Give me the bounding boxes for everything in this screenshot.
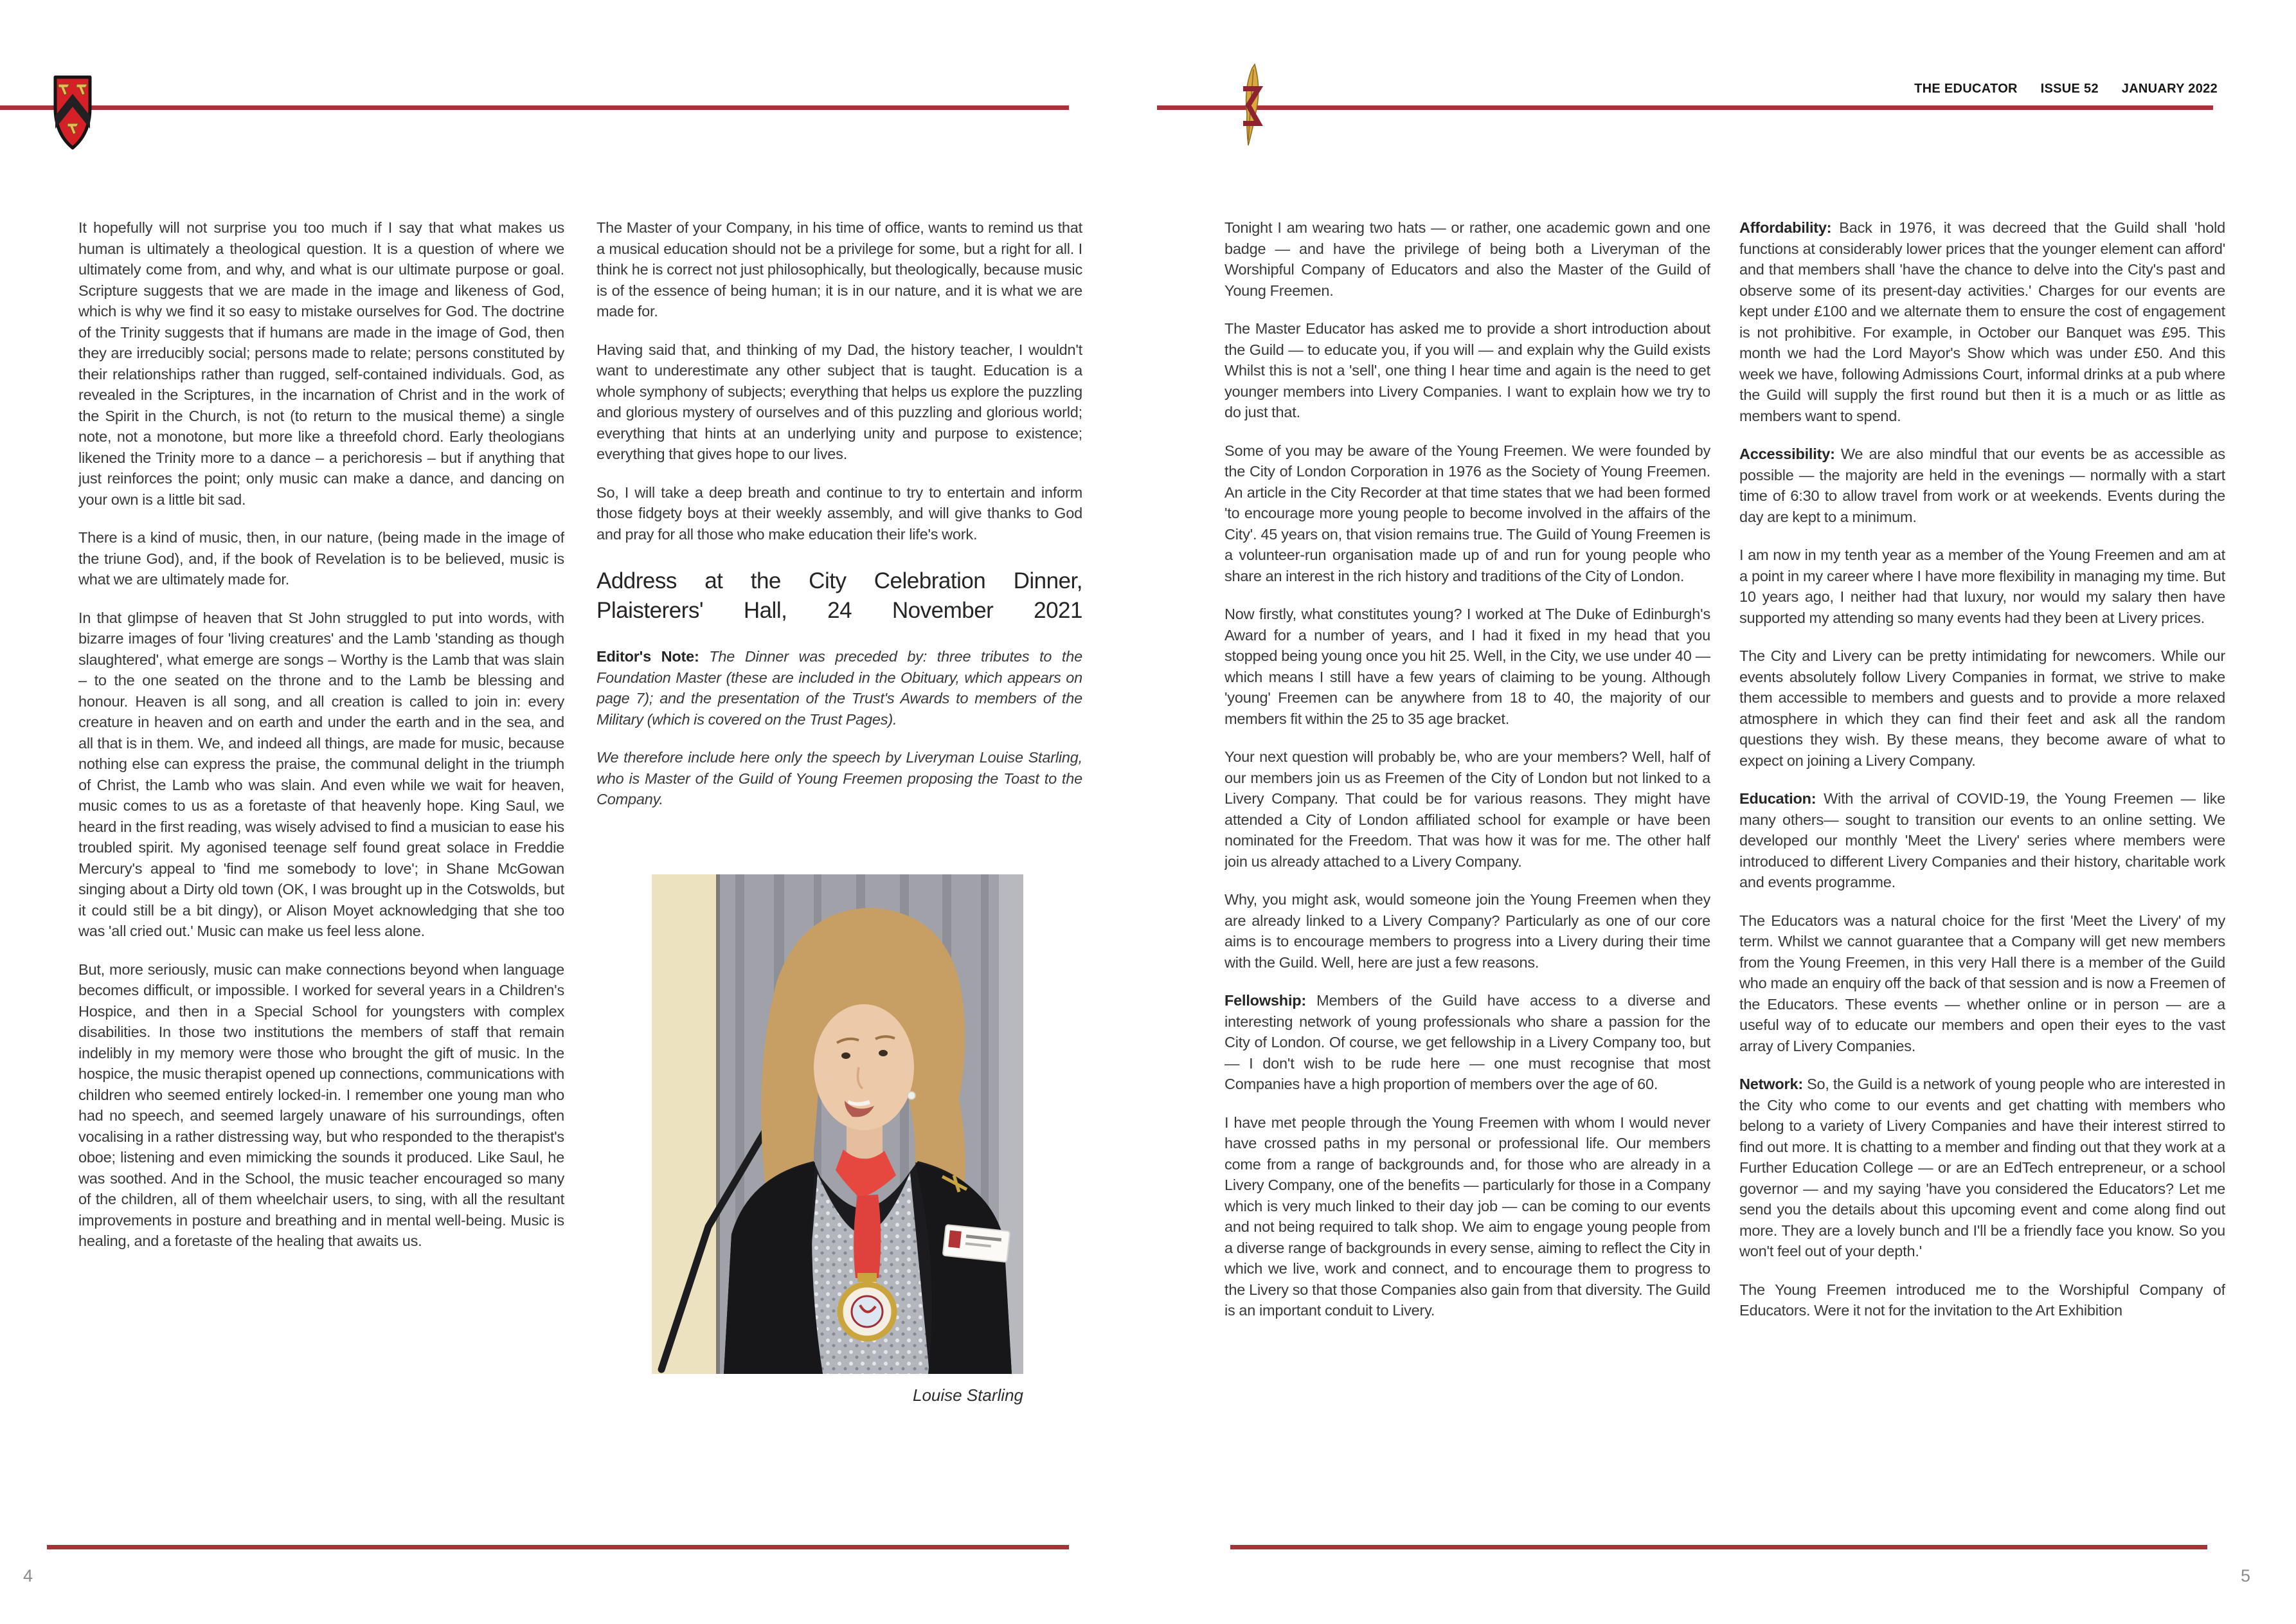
paragraph [1739, 910, 2225, 1057]
article-title-line-2: Plaisterers' Hall, 24 November 2021 [596, 598, 1082, 623]
paragraph: There is a kind of music, then, in our nature, (being made in the image of the triune God), and, if the book of Revelation is to be believed, music is what we are ultimately made for. [78, 529, 564, 588]
column-3 [1224, 217, 1710, 1511]
top-rule-left-page [0, 105, 1069, 110]
column-1 [78, 217, 564, 1511]
masthead-date: JANUARY 2022 [2121, 82, 2218, 96]
paragraph-text: Tonight I am wearing two hats — or rather, one academic gown and one badge — and have the privilege of being both a Liveryman of the Worshipful Company of Educators and also the Master of the Guild of Young Freemen. [1224, 219, 1710, 299]
paragraph-text: So, the Guild is a network of young people who are interested in the City who come to our events and get chatting with members who belong to a variety of Livery Companies and have their interest stirred to find out more. It is chatting to a member and finding out that they work at a Further Education College — or are an EdTech entrepreneur, or a school governor — and my saying 'have you considered the Educators? Let me send you the details about this upcoming event and come along find out more. They are a lovely bunch and I'll be a friendly face you know. So you won't feel out of your depth.' [1739, 1076, 2225, 1259]
paragraph [1739, 645, 2225, 771]
masthead-title: THE EDUCATOR [1914, 82, 2018, 96]
paragraph-network [1739, 1074, 2225, 1262]
quill-logo-icon [1235, 63, 1264, 151]
paragraph-text: Your next question will probably be, who are your members? Well, half of our members join us as Freemen of the City of London but not linked to a Livery Company. That could be for various reasons. They might have attended a City of London affiliated school for example or have been nominated for the Freedom. That was how it was for me. The other half join us already attached to a Livery Company. [1224, 748, 1710, 870]
paragraph: The Master of your Company, in his time of office, wants to remind us that a musical education should not be a privilege for some, but a right for all. I think he is correct not just philosophically, but theologically, because music is of the essence of being human; it is in our nature, and it is what we are made for. [596, 219, 1082, 320]
speaker-photo [652, 874, 1023, 1374]
paragraph [1224, 440, 1710, 587]
bottom-rule-right-page [1230, 1545, 2207, 1549]
paragraph-text: The Educators was a natural choice for the first 'Meet the Livery' of my term. Whilst we cannot guarantee that a Company will get new members from the Young Freemen, in this very Hall there is a member of the Guild who made an enquiry off the back of that session and is now a Freemen of the Educators. These events — whether online or in person — are a useful way of to educate our members and open their eyes to the vast array of Livery Companies. [1739, 912, 2225, 1054]
editors-note-label: Editor's Note: [596, 648, 710, 665]
paragraph-label: Education: [1739, 790, 1824, 807]
paragraph-text: Some of you may be aware of the Young Freemen. We were founded by the City of London Corporation in 1976 as the Society of Young Freemen. An article in the City Recorder at that time states that we had been formed 'to encourage more young people to become involved in the affairs of the City'. 45 years on, that vision remains true. The Guild of Young Freemen is a volunteer-run organisation made up of and run for young people who share an interest in the rich history and traditions of the City of London. [1224, 442, 1710, 584]
paragraph-text: The City and Livery can be pretty intimidating for newcomers. While our events absolutely follow Livery Companies in format, we strive to make them accessible to members and guests and to provide a more relaxed atmosphere in which they can find their feet and ask all the random questions they wish. By these means, they become aware of what to expect on joining a Livery Company. [1739, 647, 2225, 769]
paragraph-text: We are also mindful that our events be as accessible as possible — the majority are held in the evenings — normally with a start time of 6:30 to allow travel from work or at weekends. Events during the day are kept to a minimum. [1739, 446, 2225, 525]
paragraph-affordability [1739, 217, 2225, 426]
paragraph: In that glimpse of heaven that St John struggled to put into words, with bizarre images of four 'living creatures' and the Lamb 'standing as though slaughtered', what emerge are songs – Worthy is the Lamb that was slain – to the one seated on the throne and to the Lamb be blessing and honour. Heaven is all song, and all creation is called to join in: every creature in heaven and on earth and under the earth and in the sea, and all that is in them. We, and indeed all things, are made for music, because nothing else can express the praise, the communal delight in the triumph of Christ, the Lamb who was slain. And even while we wait for heaven, music comes to us as a foretaste of that heavenly hope. King Saul, we heard in the first reading, was wisely advised to find a musician to ease his troubled spirit. My agonised teenage self found great solace in Freddie Mercury's appeal to 'find me somebody to love'; in Shane McGowan singing about a Dirty old town (OK, I was brought up in the Cotswolds, but it could still be a bit dingy), or Alison Moyet acknowledging that she too was 'all cried out.' Music can make us feel less alone. [78, 609, 564, 939]
paragraph: So, I will take a deep breath and continue to try to entertain and inform those fidgety boys at their weekly assembly, and will give thanks to God and pray for all those who make education their life's work. [596, 483, 1082, 543]
paragraph [1224, 217, 1710, 301]
educators-crest-icon [53, 75, 93, 154]
paragraph [1739, 1279, 2225, 1321]
paragraph: It hopefully will not surprise you too much if I say that what makes us human is ultimately a theological question. It is a question of where we ultimately come from, and why, and what is our ultimate purpose or goal. Scripture suggests that we are made in the image and likeness of God, which is why we find it so easy to mistake ourselves for God. The doctrine of the Trinity suggests that if humans are made in the image of God, then they are irreducibly social; persons made to relate; persons constituted by their relationships rather than rugged, self-contained individuals. God, as revealed in the Scriptures, in the incarnation of Christ and in the work of the Spirit in the Church, is not (to return to the musical theme) a single note, not a monotone, but more like a threefold chord. Early theologians likened the Trinity more to a dance – a perichoresis – but if anything that just reinforces the point; only music can make a dance, and dancing on your own is a little bit sad. [78, 219, 564, 508]
paragraph-text: Why, you might ask, would someone join the Young Freemen when they are already linked to a Livery Company? Particularly as one of our core aims is to encourage members to progress into a Livery during their time with the Guild. Well, here are just a few reasons. [1224, 891, 1710, 971]
page-number-right: 5 [2241, 1566, 2251, 1585]
paragraph-text: The Young Freemen introduced me to the Worshipful Company of Educators. Were it not for the invitation to the Art Exhibition [1739, 1281, 2225, 1319]
bottom-rule-left-page [47, 1545, 1069, 1549]
paragraph-text: Back in 1976, it was decreed that the Guild shall 'hold functions at considerably lower prices that the younger element can afford' and that members shall 'have the chance to delve into the City's past and observe some of its present-day activities.' Charges for our events are kept under £100 and we alternate them to ensure the cost of engagement is not prohibitive. For example, in October our Banquet was £95. This month we had the Lord Mayor's Show which was under £50. And this week we have, following Admissions Court, informal drinks at a pub where the Guild will supply the first round but then it is a much or as little as members want to spend. [1739, 219, 2225, 424]
editors-note-continued: We therefore include here only the speech by Liveryman Louise Starling, who is Master of the Guild of Young Freemen proposing the Toast to the Company. [596, 749, 1082, 807]
masthead-issue: ISSUE 52 [2040, 82, 2099, 96]
paragraph-text: Now firstly, what constitutes young? I worked at The Duke of Edinburgh's Award for a number of years, and I had it fixed in my head that you stopped being young once you hit 25. Well, in the City, we use under 40 — which means I still have a few years of claiming to be young. Although 'young' Freemen can be anywhere from 18 to 40, the majority of our members fit within the 25 to 35 age bracket. [1224, 606, 1710, 727]
paragraph [1224, 604, 1710, 729]
paragraph-text: The Master Educator has asked me to provide a short introduction about the Guild — to educate you, if you will — and explain why the Guild exists Whilst this is not a 'sell', one thing I hear time and again is the need to get younger members into Livery Companies. I want to explain how we try to do just that. [1224, 320, 1710, 420]
name-badge [943, 1224, 1010, 1261]
paragraph [1739, 545, 2225, 628]
top-rule-right-page [1157, 105, 2213, 110]
editors-note-text: The Dinner was preceded by: three tributes to the Foundation Master (these are included in the Obituary, which appears on page 7); and the presentation of the Trust's Awards to members of the Military (which is covered on the Trust Pages). [596, 648, 1082, 728]
masthead [1914, 82, 2218, 96]
paragraph-text: Members of the Guild have access to a diverse and interesting network of young professionals who share a passion for the City of London. Of course, we get fellowship in a Livery Company too, but — I don't wish to be rude here — one must recognise that most Companies have a high proportion of members over the age of 60. [1224, 992, 1710, 1092]
editors-note [596, 646, 1082, 730]
paragraph [1224, 318, 1710, 423]
column-4 [1739, 217, 2225, 1511]
paragraph-text: I have met people through the Young Freemen with whom I would never have crossed paths in my personal or professional life. Our members come from a range of backgrounds and, for those who are already in a Livery Company, one of the benefits — particularly for those in a Company which is very much linked to their day job — can be coming to our events and not being required to talk shop. We aim to engage young people from a diverse range of backgrounds in every sense, aiming to reflect the City in which we live, work and connect, and to encourage them to progress to the Livery so that those Companies also gain from that diversity. The Guild is an important conduit to Livery. [1224, 1114, 1710, 1319]
photo-caption: Louise Starling [913, 1385, 1023, 1405]
paragraph-label: Affordability: [1739, 219, 1840, 236]
paragraph-education [1739, 788, 2225, 893]
paragraph-text: With the arrival of COVID-19, the Young Freemen — like many others— sought to transition our events to an online setting. We developed our monthly 'Meet the Livery' series where members were introduced to different Livery Companies and their history, charitable work and events programme. [1739, 790, 2225, 890]
paragraph-fellowship [1224, 990, 1710, 1095]
article-title [596, 566, 1082, 626]
paragraph: Having said that, and thinking of my Dad, the history teacher, I wouldn't want to underestimate any other subject that is taught. Education is a whole symphony of subjects; everything that helps us explore the puzzling and glorious mystery of ourselves and of this puzzling and glorious world; everything that hints at an underlying unity and purpose to existence; everything that gives hope to our lives. [596, 341, 1082, 462]
paragraph [1224, 889, 1710, 973]
paragraph: But, more seriously, music can make connections beyond when language becomes difficult, or impossible. I worked for several years in a Children's Hospice, and then in a Special School for youngsters with complex disabilities. In those two institutions the members of staff that remain indelibly in my memory were those who brought the gift of music. In the hospice, the music therapist opened up connections, communications with children who seemed entirely locked-in. I remember one young man who had no speech, and seemed largely unaware of his surroundings, often vocalising in a rather distressing way, but who responded to the therapist's oboe; listening and even mimicking the sounds it produced. Like Saul, he was soothed. And in the School, the music teacher encouraged so many of the children, all of them wheelchair users, to sing, with all the resultant improvements in posture and breathing and in mental well-being. Music is healing, and a foretaste of the healing that awaits us. [78, 961, 564, 1249]
article-title-line-1: Address at the City Celebration Dinner, [596, 568, 1082, 593]
pearl-earring [908, 1092, 915, 1099]
paragraph-label: Network: [1739, 1076, 1807, 1092]
paragraph-label: Accessibility: [1739, 446, 1841, 462]
paragraph [1224, 1112, 1710, 1321]
paragraph-text: I am now in my tenth year as a member of the Young Freemen and am at a point in my career where I have more flexibility in managing my time. But 10 years ago, I neither had that luxury, nor would my salary then have supported my attending so many events had they been at Livery prices. [1739, 546, 2225, 626]
column-2 [596, 217, 1082, 1511]
paragraph [1224, 746, 1710, 872]
paragraph-label: Fellowship: [1224, 992, 1317, 1009]
page-number-left: 4 [23, 1566, 33, 1585]
paragraph-accessibility [1739, 444, 2225, 527]
